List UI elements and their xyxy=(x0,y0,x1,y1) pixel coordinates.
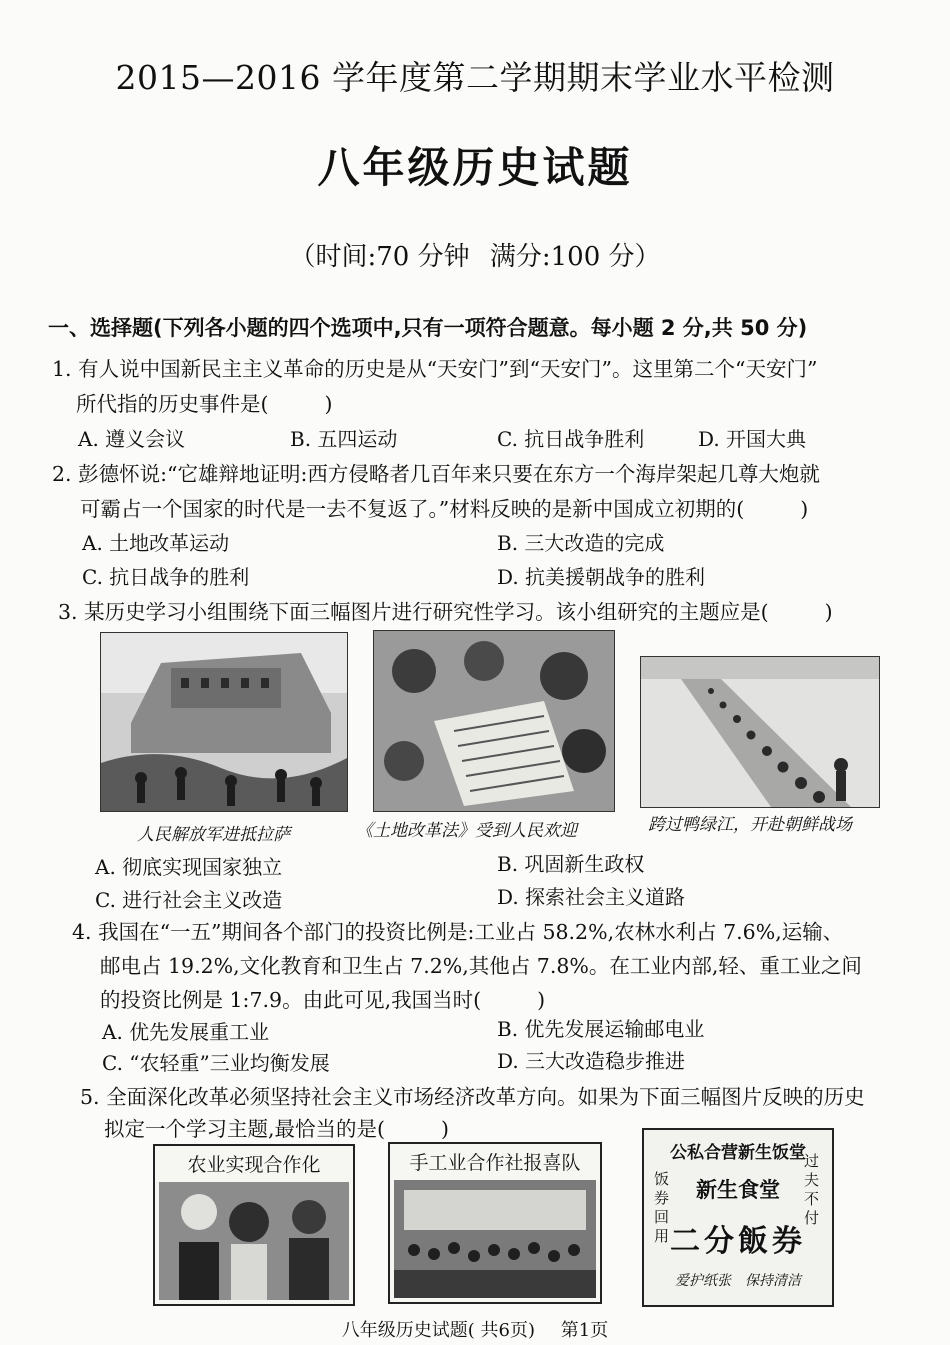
q3-option-c: C. 进行社会主义改造 xyxy=(95,888,283,912)
photo-caption-2: 《土地改革法》受到人民欢迎 xyxy=(356,821,577,841)
q2-option-b: B. 三大改造的完成 xyxy=(497,531,665,555)
exam-score: 满分:100 分） xyxy=(489,242,661,272)
exam-time: （时间:70 分钟 xyxy=(289,242,470,272)
frame-agri-coop-title: 农业实现合作化 xyxy=(187,1154,321,1176)
page-footer xyxy=(0,1316,950,1342)
q4-stem-line2: 邮电占 19.2%,文化教育和卫生占 7.2%,其他占 7.8%。在工业内部,轻、重工业之间 xyxy=(100,954,862,978)
meal-ticket-right-text: 过夫不付 xyxy=(804,1152,820,1227)
frame-agri-coop xyxy=(153,1144,355,1306)
photo-land-reform-law xyxy=(373,630,615,812)
q4-stem-text: 的投资比例是 1:7.9。由此可见,我国当时( xyxy=(100,988,482,1012)
frame-handicraft-coop-image xyxy=(394,1180,596,1298)
photo-caption-1: 人民解放军进抵拉萨 xyxy=(137,825,290,845)
frame-agri-coop-image xyxy=(159,1182,349,1300)
q2-stem-line1: 2. 彭德怀说:“它雄辩地证明:西方侵略者几百年来只要在东方一个海岸架起几尊大炮就 xyxy=(52,462,820,486)
q5-paren-close: ) xyxy=(441,1117,450,1141)
footer-exam-name: 八年级历史试题( 共6页) xyxy=(341,1320,536,1341)
frame-handicraft-coop xyxy=(388,1142,602,1304)
q2-option-d: D. 抗美援朝战争的胜利 xyxy=(497,565,706,589)
meal-ticket-bottom-text: 爱护纸张 保持清洁 xyxy=(675,1273,801,1289)
q4-option-a: A. 优先发展重工业 xyxy=(102,1020,270,1044)
q1-option-a: A. 遵义会议 xyxy=(78,427,186,451)
q1-stem-line2 xyxy=(76,387,333,417)
q3-option-d: D. 探索社会主义道路 xyxy=(497,885,686,909)
photo-yalu-crossing-image xyxy=(641,657,879,807)
photo-land-reform-law-image xyxy=(374,631,614,811)
footer-page-number: 第1页 xyxy=(560,1320,609,1341)
meal-ticket-title: 公私合营新生饭堂 xyxy=(670,1143,806,1163)
q4-option-d: D. 三大改造稳步推进 xyxy=(497,1049,686,1073)
exam-meta xyxy=(0,236,950,273)
q5-stem-line1: 5. 全面深化改革必须坚持社会主义市场经济改革方向。如果为下面三幅图片反映的历史 xyxy=(80,1085,865,1109)
q1-paren-close: ) xyxy=(324,392,333,416)
q1-option-d: D. 开国大典 xyxy=(698,427,807,451)
q1-stem-text: 所代指的历史事件是( xyxy=(76,392,269,416)
q2-stem-line2 xyxy=(80,492,808,522)
q3-paren-close: ) xyxy=(824,600,833,624)
q2-option-c: C. 抗日战争的胜利 xyxy=(82,565,250,589)
frame-handicraft-coop-title: 手工业合作社报喜队 xyxy=(409,1152,581,1174)
photo-yalu-crossing xyxy=(640,656,880,808)
photo-pla-lhasa-image xyxy=(101,633,347,811)
q5-stem-text: 拟定一个学习主题,最恰当的是( xyxy=(104,1117,386,1141)
q3-option-a: A. 彻底实现国家独立 xyxy=(95,855,283,879)
q2-stem-text: 可霸占一个国家的时代是一去不复返了。”材料反映的是新中国成立初期的( xyxy=(80,497,745,521)
q3-stem-text: 3. 某历史学习小组围绕下面三幅图片进行研究性学习。该小组研究的主题应是( xyxy=(58,600,769,624)
q1-option-b: B. 五四运动 xyxy=(290,427,398,451)
meal-ticket-value: 二分飯券 xyxy=(670,1224,806,1259)
q3-option-b: B. 巩固新生政权 xyxy=(497,852,645,876)
section-heading: 一、选择题(下列各小题的四个选项中,只有一项符合题意。每小题 2 分,共 50 分) xyxy=(48,316,808,340)
exam-header-line: 2015—2016 学年度第二学期期末学业水平检测 xyxy=(115,58,835,97)
q4-paren-close: ) xyxy=(537,988,546,1012)
q1-option-c: C. 抗日战争胜利 xyxy=(497,427,645,451)
exam-title: 八年级历史试题 xyxy=(317,143,633,192)
q4-option-c: C. “农轻重”三业均衡发展 xyxy=(102,1051,330,1075)
q3-stem-line1 xyxy=(58,595,833,625)
photo-caption-3: 跨过鸭绿江，开赴朝鲜战场 xyxy=(648,815,852,835)
meal-ticket-left-text: 饭券回用 xyxy=(654,1170,670,1245)
q1-stem-line1: 1. 有人说中国新民主主义革命的历史是从“天安门”到“天安门”。这里第二个“天安门” xyxy=(52,357,818,381)
q2-paren-close: ) xyxy=(800,497,809,521)
frame-meal-ticket xyxy=(642,1128,834,1307)
photo-pla-lhasa xyxy=(100,632,348,812)
q5-stem-line2 xyxy=(104,1112,449,1142)
q2-option-a: A. 土地改革运动 xyxy=(82,531,230,555)
meal-ticket-canteen: 新生食堂 xyxy=(696,1177,780,1202)
q4-stem-line1: 4. 我国在“一五”期间各个部门的投资比例是:工业占 58.2%,农林水利占 7.6%,运输、 xyxy=(72,920,844,944)
q4-option-b: B. 优先发展运输邮电业 xyxy=(497,1017,705,1041)
q4-stem-line3 xyxy=(100,983,545,1013)
